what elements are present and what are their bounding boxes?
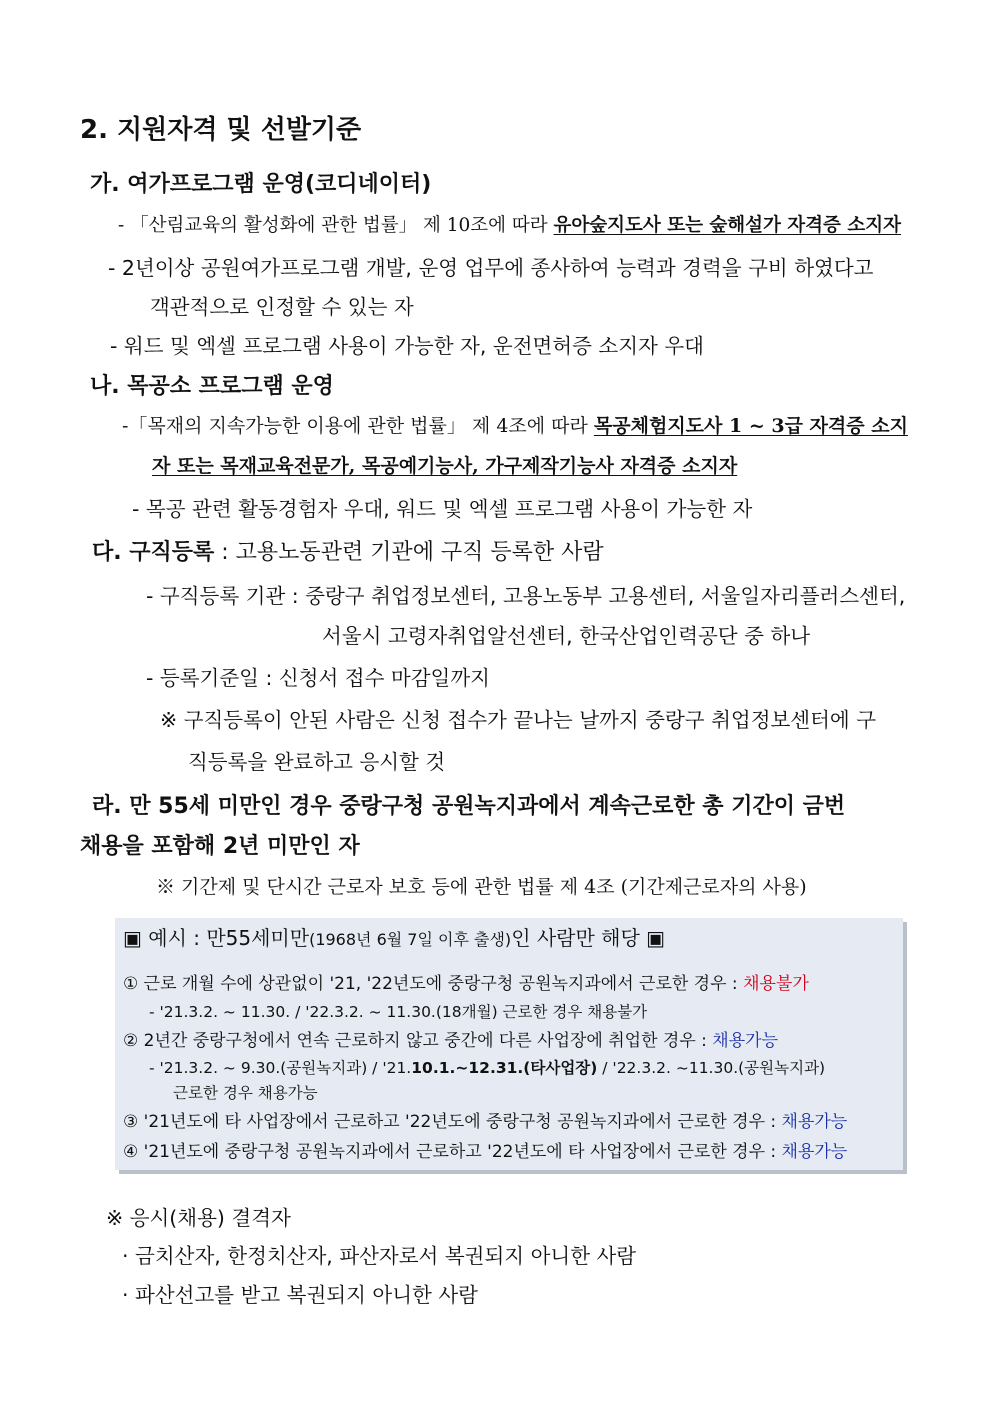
case-text: ② 2년간 중랑구청에서 연속 근로하지 않고 중간에 다른 사업장에 취업한 경우 : xyxy=(123,1031,713,1051)
example-case-1-detail: - '21.3.2. ~ 11.30. / '22.3.2. ~ 11.30.(18개월) 근로한 경우 채용불가 xyxy=(149,1003,648,1021)
heading-description: : 고용노동관련 기관에 구직 등록한 사람 xyxy=(214,540,604,565)
disqualification-item-1: · 금치산자, 한정치산자, 파산자로서 복권되지 아니한 사람 xyxy=(122,1244,637,1268)
example-case-2-detail xyxy=(149,1059,825,1078)
item-1-emphasis: 목공체험지도사 1 ~ 3급 자격증 소지 xyxy=(593,415,908,437)
subsection-b-item-2: - 목공 관련 활동경험자 우대, 워드 및 엑셀 프로그램 사용이 가능한 자 xyxy=(132,497,753,521)
subsection-b-heading: 나. 목공소 프로그램 운영 xyxy=(90,374,334,399)
case-result: 채용가능 xyxy=(712,1031,778,1051)
section-title: 2. 지원자격 및 선발기준 xyxy=(80,115,362,145)
subsection-d-note: ※ 기간제 및 단시간 근로자 보호 등에 관한 법률 제 4조 (기간제근로자의 사용) xyxy=(156,876,807,898)
case-text: ① 근로 개월 수에 상관없이 '21, '22년도에 중랑구청 공원녹지과에서 근로한 경우 : xyxy=(123,974,744,994)
case-text: ④ '21년도에 중랑구청 공원녹지과에서 근로하고 '22년도에 타 사업장에서 근로한 경우 : xyxy=(123,1142,782,1162)
subsection-b-item-1-line-2: 자 또는 목재교육전문가, 목공예기능사, 가구제작기능사 자격증 소지자 xyxy=(152,455,738,477)
disqualification-heading: ※ 응시(채용) 결격자 xyxy=(106,1206,291,1230)
subsection-c-heading xyxy=(92,540,604,566)
subsection-c-item-1-line-1: - 구직등록 기관 : 중랑구 취업정보센터, 고용노동부 고용센터, 서울일자리플러스센터, xyxy=(146,584,906,608)
item-1-text: - 「산림교육의 활성화에 관한 법률」 제 10조에 따라 xyxy=(118,215,554,236)
example-title xyxy=(123,926,665,950)
subsection-a-item-3: - 워드 및 엑셀 프로그램 사용이 가능한 자, 운전면허증 소지자 우대 xyxy=(110,334,704,358)
example-title-main: ▣ 예시 : 만55세미만 xyxy=(123,926,310,950)
subsection-d-line-1: 라. 만 55세 미만인 경우 중랑구청 공원녹지과에서 계속근로한 총 기간이 금번 xyxy=(92,794,846,819)
subsection-a-item-1 xyxy=(118,215,901,237)
disqualification-item-2: · 파산선고를 받고 복권되지 아니한 사람 xyxy=(122,1283,478,1307)
subsection-a-item-2-line-1: - 2년이상 공원여가프로그램 개발, 운영 업무에 종사하여 능력과 경력을 구비 하였다고 xyxy=(108,256,874,280)
heading-label: 다. 구직등록 xyxy=(92,540,215,565)
item-1-emphasis: 유아숲지도사 또는 숲해설가 자격증 소지자 xyxy=(553,215,901,236)
detail-part-a: - '21.3.2. ~ 9.30.(공원녹지과) / '21. xyxy=(149,1059,412,1077)
case-result: 채용가능 xyxy=(781,1142,848,1162)
example-case-3 xyxy=(123,1112,847,1132)
subsection-c-item-2: - 등록기준일 : 신청서 접수 마감일까지 xyxy=(146,666,490,690)
example-case-2 xyxy=(123,1031,778,1051)
subsection-c-note-line-1: ※ 구직등록이 안된 사람은 신청 접수가 끝나는 날까지 중랑구 취업정보센터에 구 xyxy=(160,708,877,732)
example-case-2-detail-2: 근로한 경우 채용가능 xyxy=(173,1084,318,1102)
item-1-text: -「목재의 지속가능한 이용에 관한 법률」 제 4조에 따라 xyxy=(122,415,594,437)
subsection-a-heading: 가. 여가프로그램 운영(코디네이터) xyxy=(90,172,432,197)
detail-part-b: 10.1.~12.31.(타사업장) xyxy=(411,1059,598,1077)
example-title-birth: (1968년 6월 7일 이후 출생) xyxy=(309,930,512,949)
case-text: ③ '21년도에 타 사업장에서 근로하고 '22년도에 중랑구청 공원녹지과에서 근로한 경우 : xyxy=(123,1112,782,1132)
example-title-end: 인 사람만 해당 ▣ xyxy=(511,926,666,950)
subsection-a-item-2-line-2: 객관적으로 인정할 수 있는 자 xyxy=(150,295,414,319)
subsection-b-item-1-line-1 xyxy=(122,415,908,438)
case-result: 채용가능 xyxy=(781,1112,848,1132)
example-box xyxy=(115,918,903,1170)
subsection-c-note-line-2: 직등록을 완료하고 응시할 것 xyxy=(188,750,446,774)
detail-part-c: / '22.3.2. ~11.30.(공원녹지과) xyxy=(597,1059,826,1077)
example-case-4 xyxy=(123,1142,847,1162)
subsection-c-item-1-line-2: 서울시 고령자취업알선센터, 한국산업인력공단 중 하나 xyxy=(322,624,811,648)
example-case-1 xyxy=(123,974,809,994)
subsection-d-line-2: 채용을 포함해 2년 미만인 자 xyxy=(80,834,360,859)
case-result: 채용불가 xyxy=(743,974,809,994)
